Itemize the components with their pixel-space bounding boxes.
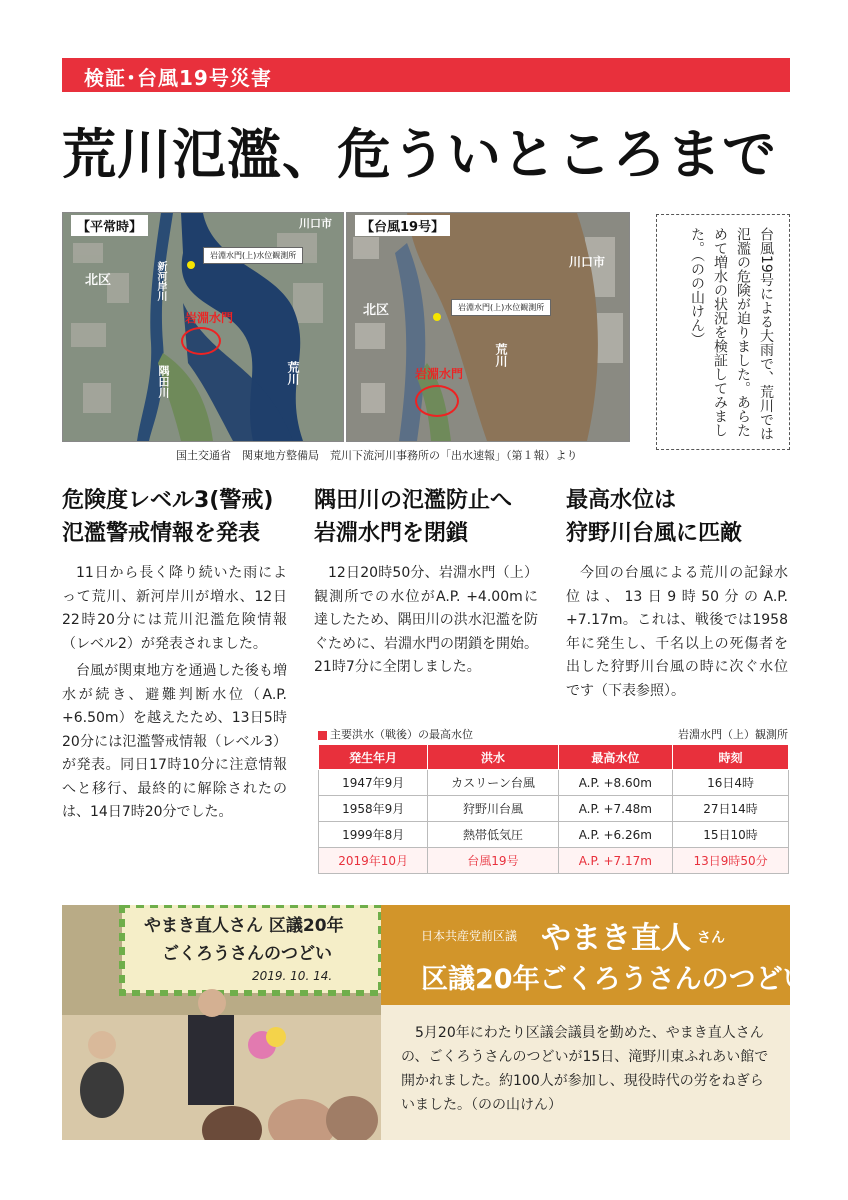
station-callout-normal: 岩淵水門(上)水位観測所 bbox=[203, 247, 303, 264]
header-time: 時刻 bbox=[673, 745, 789, 770]
river-label-arakawa-typhoon: 荒川 bbox=[494, 343, 508, 367]
table-cell: A.P. +6.26m bbox=[558, 822, 673, 848]
table-cell: 狩野川台風 bbox=[428, 796, 558, 822]
banner-sign-line1: やまき直人さん 区議20年 bbox=[144, 916, 344, 936]
station-callout-typhoon: 岩淵水門(上)水位観測所 bbox=[451, 299, 551, 316]
city-label-normal: 川口市 bbox=[299, 217, 332, 230]
column-3-heading-line1: 最高水位は bbox=[566, 488, 677, 513]
banner-text: 検証･台風19号災害 bbox=[84, 66, 272, 90]
photo-label-normal: 【平常時】 bbox=[71, 215, 148, 236]
header-level: 最高水位 bbox=[558, 745, 673, 770]
aerial-photo-typhoon bbox=[346, 212, 630, 442]
intro-text: 台風19号による大雨で、荒川では氾濫の危険が迫りました。あらためて増水の状況を検証してみました。（のの山けん） bbox=[689, 227, 774, 441]
event-body: 5月20年にわたり区議会議員を勤めた、やまき直人さんの、ごくろうさんのつどいが15日、滝野川東ふれあい館で開かれました。約100人が参加し、現役時代の労をねぎらいました。（のの山けん） bbox=[401, 1025, 769, 1113]
column-3-paragraph-1: 今回の台風による荒川の記録水位は、13日9時50分のA.P. +7.17m。これは、戦後では1958年に発生し、千名以上の死傷者を出した狩野川台風の時に次ぐ水位です（下表参照）。 bbox=[566, 565, 788, 699]
event-photo bbox=[62, 905, 381, 1140]
column-1-heading-line1: 危険度レベル3(警戒) bbox=[62, 488, 274, 513]
column-2 bbox=[314, 484, 538, 684]
column-1-paragraph-2: 台風が関東地方を通過した後も増水が続き、避難判断水位（A.P. +6.50m）を越えたため、13日5時20分には氾濫警戒情報（レベル3）が発表。同日17時10分に注意情報へと移行、最終的に解除されたのは、14日7時20分でした。 bbox=[62, 663, 287, 820]
event-honorific: さん bbox=[697, 930, 725, 946]
aerial-typhoon-image bbox=[347, 213, 629, 441]
river-label-arakawa-normal: 荒川 bbox=[286, 361, 300, 385]
table-cell: 15日10時 bbox=[673, 822, 789, 848]
header-flood: 洪水 bbox=[428, 745, 558, 770]
table-cell: カスリーン台風 bbox=[428, 770, 558, 796]
column-2-paragraph-1: 12日20時50分、岩淵水門（上）観測所での水位がA.P. +4.00mに達したため、隅田川の洪水氾濫を防ぐために、岩淵水門の閉鎖を開始。21時7分に全閉しました。 bbox=[314, 565, 538, 675]
ward-label-normal: 北区 bbox=[85, 273, 112, 288]
table-row bbox=[319, 822, 789, 848]
table-cell: 27日14時 bbox=[673, 796, 789, 822]
event-person-name: やまき直人 bbox=[541, 921, 691, 956]
column-1-paragraph-1: 11日から長く降り続いた雨によって荒川、新河岸川が増水、12日22時20分には荒川氾濫危険情報（レベル2）が発表されました。 bbox=[62, 565, 287, 652]
table-cell: 台風19号 bbox=[428, 848, 558, 874]
caption-square-icon bbox=[318, 731, 327, 740]
event-title: 区議20年ごくろうさんのつどい bbox=[421, 964, 810, 995]
banner-sign-date: 2019. 10. 14. bbox=[252, 969, 333, 983]
intro-box bbox=[656, 214, 790, 450]
table-caption: 主要洪水（戦後）の最高水位 bbox=[318, 726, 473, 742]
header-date: 発生年月 bbox=[319, 745, 428, 770]
column-3-heading-line2: 狩野川台風に匹敵 bbox=[566, 521, 743, 546]
table-cell: A.P. +7.48m bbox=[558, 796, 673, 822]
table-row bbox=[319, 796, 789, 822]
table-cell: 13日9時50分 bbox=[673, 848, 789, 874]
table-cell: 熱帯低気圧 bbox=[428, 822, 558, 848]
table-cell: 2019年10月 bbox=[319, 848, 428, 874]
gate-label-normal: 岩淵水門 bbox=[185, 311, 234, 325]
event-body-box bbox=[381, 1005, 790, 1140]
station-marker-typhoon bbox=[433, 313, 441, 321]
table-cell: A.P. +8.60m bbox=[558, 770, 673, 796]
event-party: 日本共産党前区議 bbox=[421, 929, 518, 943]
flood-table bbox=[318, 744, 789, 874]
column-2-heading-line2: 岩淵水門を閉鎖 bbox=[314, 521, 469, 546]
event-header bbox=[381, 905, 810, 1005]
table-row bbox=[319, 770, 789, 796]
headline: 荒川氾濫、危ういところまで bbox=[62, 122, 777, 186]
river-label-sumida: 隅田川 bbox=[157, 365, 170, 398]
river-label-shingashi: 新河岸川 bbox=[155, 261, 166, 301]
table-cell: 1999年8月 bbox=[319, 822, 428, 848]
section-banner bbox=[62, 58, 790, 92]
aerial-photo-normal bbox=[62, 212, 344, 442]
city-label-typhoon: 川口市 bbox=[569, 255, 606, 269]
table-header-row bbox=[319, 745, 789, 770]
gate-label-typhoon: 岩淵水門 bbox=[415, 367, 464, 381]
banner-sign-line2: ごくろうさんのつどい bbox=[162, 944, 332, 964]
ward-label-typhoon: 北区 bbox=[363, 303, 390, 318]
table-cell: 16日4時 bbox=[673, 770, 789, 796]
table-cell: A.P. +7.17m bbox=[558, 848, 673, 874]
gate-circle-typhoon bbox=[415, 385, 459, 417]
table-cell: 1958年9月 bbox=[319, 796, 428, 822]
table-row-highlight bbox=[319, 848, 789, 874]
column-3 bbox=[566, 484, 788, 707]
gate-circle-normal bbox=[181, 327, 221, 355]
table-station: 岩淵水門（上）観測所 bbox=[678, 728, 788, 741]
photo-label-typhoon: 【台風19号】 bbox=[355, 215, 450, 236]
column-1 bbox=[62, 484, 287, 829]
column-2-heading-line1: 隅田川の氾濫防止へ bbox=[314, 488, 513, 513]
photo-credit: 国土交通省 関東地方整備局 荒川下流河川事務所の「出水速報」（第１報）より bbox=[176, 449, 578, 462]
station-marker-normal bbox=[187, 261, 195, 269]
column-1-heading-line2: 氾濫警戒情報を発表 bbox=[62, 521, 261, 546]
table-cell: 1947年9月 bbox=[319, 770, 428, 796]
